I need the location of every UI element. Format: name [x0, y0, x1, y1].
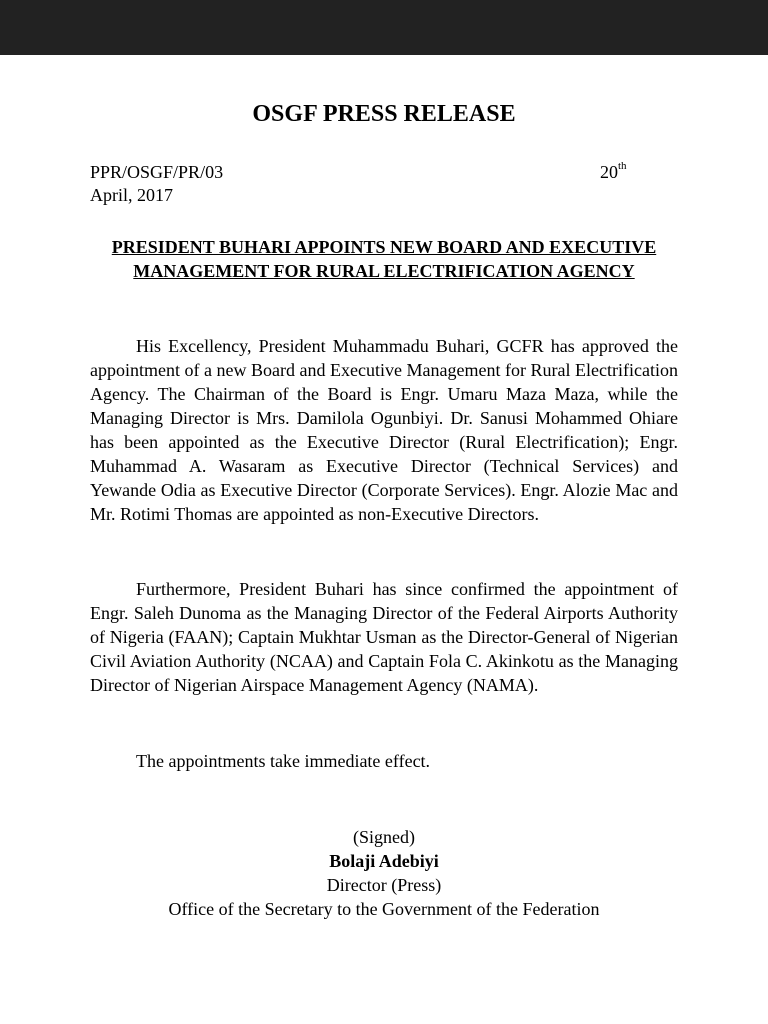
date-day-number: 20 [600, 162, 618, 182]
signature-block [0, 825, 768, 921]
body-paragraph-1: His Excellency, President Muhammadu Buhari, GCFR has approved the appointment of a new Board and Executive Management for Rural Electrification Agency. The Chairman of the Board is Engr. Umaru Maza Maza, while the Managing Director is Mrs. Damilola Ogunbiyi. Dr. Sanusi Mohammed Ohiare has been appointed as the Executive Director (Rural Electrification); Engr. Muhammad A. Wasaram as Executive Director (Technical Services) and Yewande Odia as Executive Director (Corporate Services). Engr. Alozie Mac and Mr. Rotimi Thomas are appointed as non-Executive Directors. [90, 336, 678, 524]
signatory-position: Director (Press) [326, 875, 442, 895]
signed-label: (Signed) [353, 827, 415, 847]
headline: PRESIDENT BUHARI APPOINTS NEW BOARD AND EXECUTIVE MANAGEMENT FOR RURAL ELECTRIFICATION AGENCY [111, 237, 657, 281]
body-paragraph-2: Furthermore, President Buhari has since confirmed the appointment of Engr. Saleh Dunoma as the Managing Director of the Federal Airports Authority of Nigeria (FAAN); Captain Mukhtar Usman as the Director-General of Nigerian Civil Aviation Authority (NCAA) and Captain Fola C. Akinkotu as the Managing Director of Nigerian Airspace Management Agency (NAMA). [90, 579, 678, 695]
date-day-suffix: th [618, 160, 627, 172]
signatory-name: Bolaji Adebiyi [329, 851, 439, 871]
page-title: OSGF PRESS RELEASE [252, 101, 516, 127]
signatory-office: Office of the Secretary to the Government of the Federation [168, 899, 600, 919]
reference-number: PPR/OSGF/PR/03 [90, 162, 224, 182]
body-paragraph-3: The appointments take immediate effect. [136, 751, 431, 771]
date-day [600, 161, 627, 183]
date-month-year: April, 2017 [90, 185, 173, 205]
top-bar [0, 0, 768, 55]
